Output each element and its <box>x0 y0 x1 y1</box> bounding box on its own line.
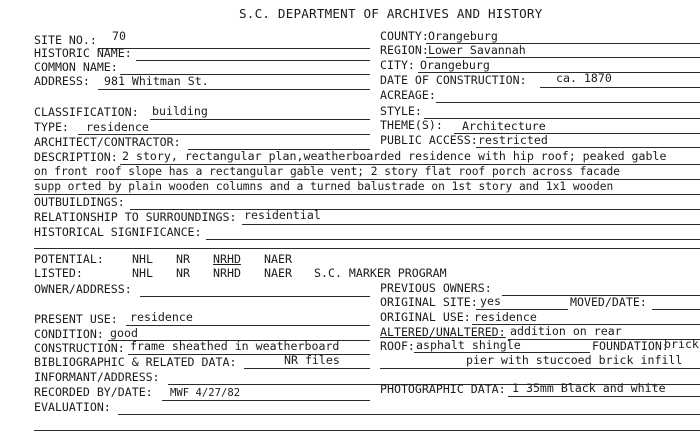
roof-label: ROOF: <box>380 339 415 353</box>
listed-nhl: NHL <box>132 266 153 280</box>
city-value: Orangeburg <box>420 58 490 72</box>
owner-address-line <box>140 296 370 297</box>
region-value: Lower Savannah <box>428 43 526 57</box>
listed-nr: NR <box>176 266 190 280</box>
condition-label: CONDITION: <box>34 327 104 341</box>
description-line-2: on front roof slope has a rectangular gable vent; 2 story flat roof porch across facade <box>34 165 620 178</box>
recorded-by-value: MWF 4/27/82 <box>170 387 241 399</box>
recorded-by-line <box>162 400 370 401</box>
evaluation-label: EVALUATION: <box>34 400 111 414</box>
classification-value: building <box>152 104 208 118</box>
section-divider <box>34 248 700 249</box>
historical-significance-line <box>206 239 700 240</box>
address-label: ADDRESS: <box>34 74 90 88</box>
bibliographic-label: BIBLIOGRAPHIC & RELATED DATA: <box>34 355 237 369</box>
owner-address-label: OWNER/ADDRESS: <box>34 282 132 296</box>
classification-line <box>150 119 370 120</box>
recorded-by-label: RECORDED BY/DATE: <box>34 385 153 399</box>
site-no-line <box>98 48 370 49</box>
public-access-line <box>476 147 700 148</box>
listed-nrhd: NRHD <box>213 266 241 280</box>
address-value: 981 Whitman St. <box>104 74 209 88</box>
relationship-label: RELATIONSHIP TO SURROUNDINGS: <box>34 210 237 224</box>
altered-label: ALTERED/UNALTERED: <box>380 325 506 339</box>
city-label: CITY: <box>380 58 415 72</box>
roof-value: asphalt shingle <box>416 338 521 352</box>
historic-name-label: HISTORIC NAME: <box>34 46 132 60</box>
bibliographic-value: NR files <box>284 353 340 367</box>
architect-label: ARCHITECT/CONTRACTOR: <box>34 135 181 149</box>
form-header: S.C. DEPARTMENT OF ARCHIVES AND HISTORY <box>239 6 543 21</box>
historic-name-line <box>136 60 370 61</box>
original-site-value: yes <box>480 294 501 308</box>
previous-owners-label: PREVIOUS OWNERS: <box>380 281 492 295</box>
type-label: TYPE: <box>34 120 69 134</box>
themes-value: Architecture <box>462 119 546 133</box>
style-label: STYLE: <box>380 104 422 118</box>
condition-value: good <box>110 326 138 340</box>
date-of-construction-value: ca. 1870 <box>556 71 612 85</box>
description-line-3: supp orted by plain wooden columns and a turned balustrade on 1st story and 1x1 wooden <box>34 180 614 193</box>
type-value: residence <box>86 120 149 134</box>
altered-value: addition on rear <box>510 324 622 338</box>
region-label: REGION: <box>380 43 429 57</box>
photographic-data-line <box>508 396 700 397</box>
potential-nr: NR <box>176 252 190 266</box>
acreage-line <box>436 102 700 103</box>
description-line-1: 2 story, rectangular plan,weatherboarded residence with hip roof; peaked gable <box>122 149 667 163</box>
construction-label: CONSTRUCTION: <box>34 341 125 355</box>
present-use-label: PRESENT USE: <box>34 312 118 326</box>
sc-marker-program: S.C. MARKER PROGRAM <box>314 266 447 280</box>
potential-label: POTENTIAL: <box>34 252 104 266</box>
photographic-data-label: PHOTOGRAPHIC DATA: <box>380 382 506 396</box>
present-use-line <box>126 325 370 326</box>
evaluation-line-2 <box>34 430 700 431</box>
informant-address-label: INFORMANT/ADDRESS: <box>34 370 160 384</box>
original-use-value: residence <box>474 310 537 324</box>
evaluation-line <box>118 414 700 415</box>
original-site-label: ORIGINAL SITE: <box>380 295 478 309</box>
classification-label: CLASSIFICATION: <box>34 105 139 119</box>
potential-nhl: NHL <box>132 252 153 266</box>
foundation-continued-line <box>380 368 700 369</box>
description-rule-3 <box>34 194 700 195</box>
site-no-label: SITE NO.: <box>34 33 97 47</box>
foundation-value: brick <box>664 337 699 351</box>
outbuildings-label: OUTBUILDINGS: <box>34 195 125 209</box>
potential-naer: NAER <box>264 252 292 266</box>
themes-label: THEME(S): <box>380 118 443 132</box>
original-use-label: ORIGINAL USE: <box>380 310 471 324</box>
photographic-data-value: 1 35mm Black and white <box>512 381 666 395</box>
historical-significance-label: HISTORICAL SIGNIFICANCE: <box>34 225 202 239</box>
relationship-value: residential <box>244 208 321 222</box>
foundation-value-continued: pier with stuccoed brick infill <box>466 353 683 367</box>
date-of-construction-line <box>540 87 700 88</box>
moved-date-line <box>652 309 700 310</box>
county-label: COUNTY: <box>380 29 429 43</box>
acreage-label: ACREAGE: <box>380 88 436 102</box>
potential-nrhd: NRHD <box>213 252 241 266</box>
listed-label: LISTED: <box>34 266 83 280</box>
public-access-value: restricted <box>478 133 548 147</box>
listed-naer: NAER <box>264 266 292 280</box>
address-line <box>98 89 370 90</box>
present-use-value: residence <box>130 310 193 324</box>
date-of-construction-label: DATE OF CONSTRUCTION: <box>380 73 527 87</box>
county-value: Orangeburg <box>428 29 498 43</box>
foundation-label: FOUNDATION: <box>592 339 669 353</box>
bibliographic-line <box>244 368 370 369</box>
relationship-line <box>242 224 700 225</box>
site-no-value: 70 <box>112 29 126 43</box>
common-name-label: COMMON NAME: <box>34 60 118 74</box>
moved-date-label: MOVED/DATE: <box>570 295 647 309</box>
description-label: DESCRIPTION: <box>34 150 118 164</box>
public-access-label: PUBLIC ACCESS: <box>380 133 478 147</box>
construction-value: frame sheathed in weatherboard <box>130 339 340 353</box>
